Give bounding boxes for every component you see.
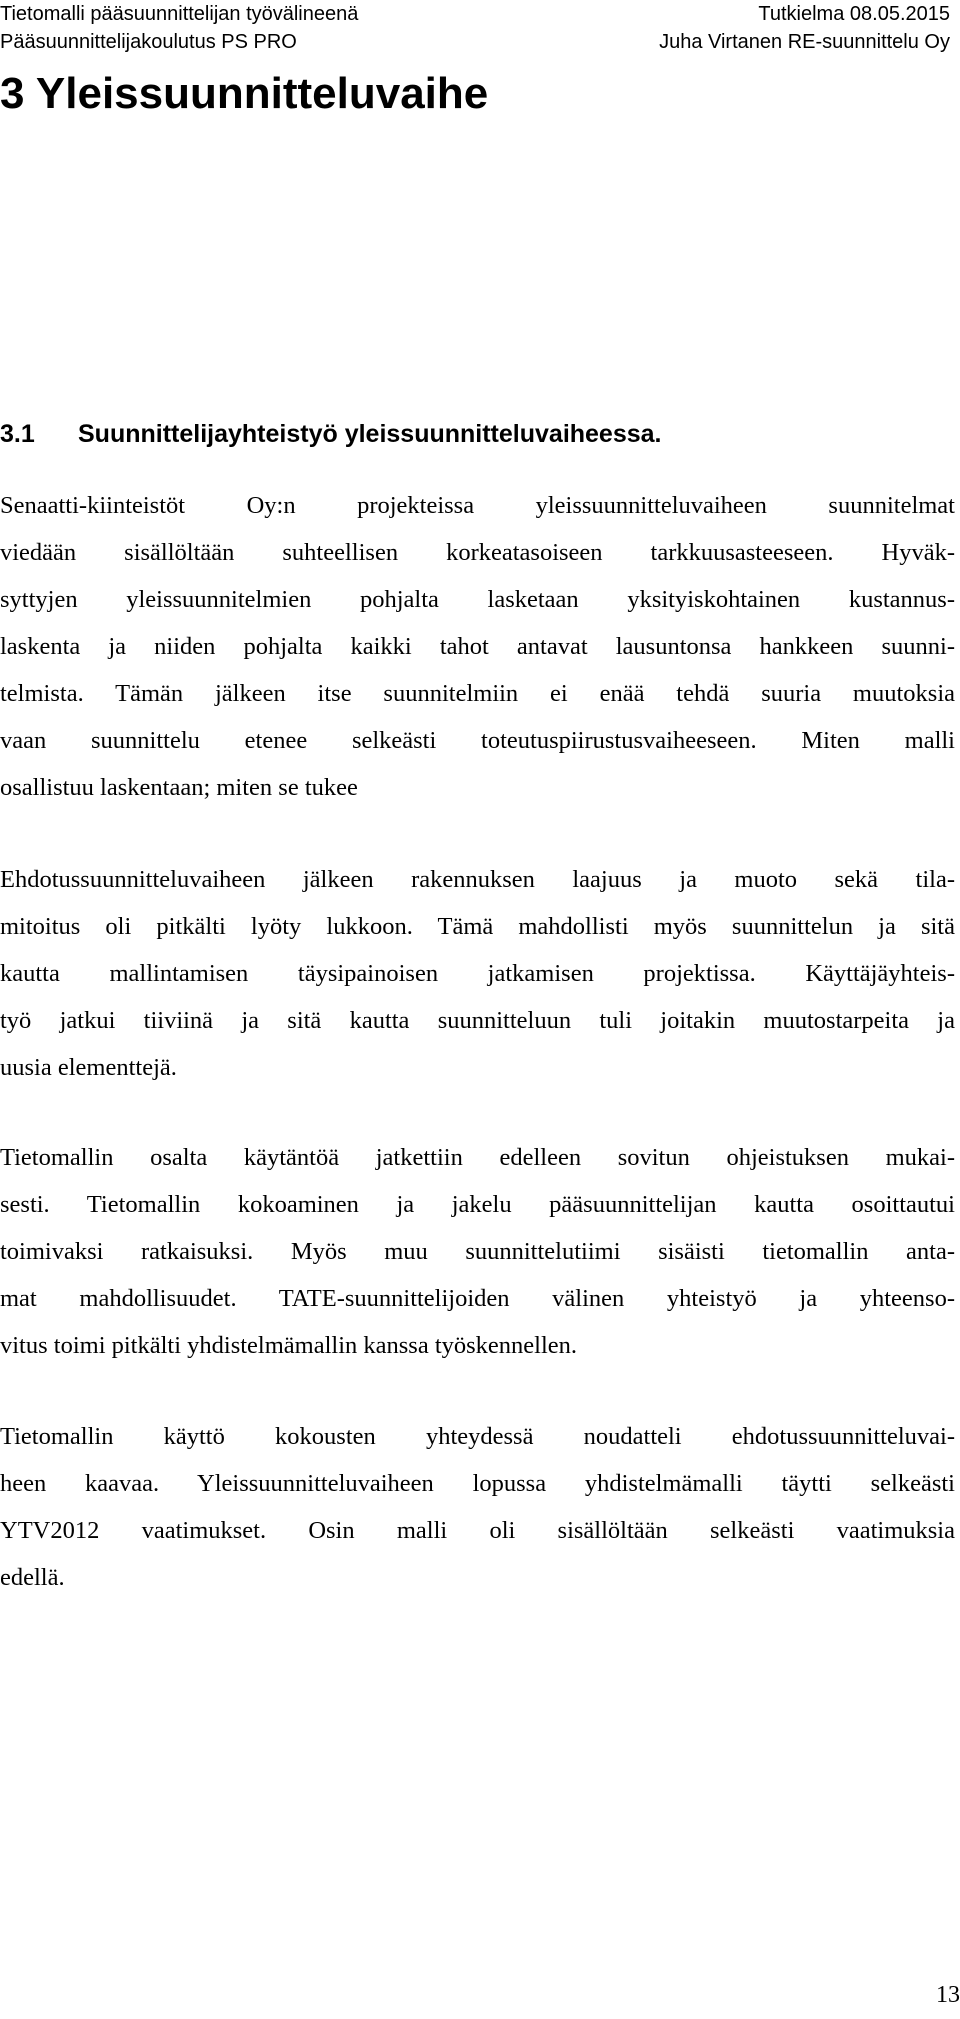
text-line: Ehdotussuunnitteluvaiheen jälkeen rakennuksen laajuus ja muoto sekä tila-: [0, 866, 955, 893]
text-line: työ jatkui tiiviinä ja sitä kautta suunnitteluun tuli joitakin muutostarpeita ja: [0, 1007, 955, 1034]
text-line: mitoitus oli pitkälti lyöty lukkoon. Tämä mahdollisti myös suunnittelun ja sitä: [0, 913, 955, 940]
text-line: laskenta ja niiden pohjalta kaikki tahot antavat lausuntonsa hankkeen suunni-: [0, 633, 955, 660]
page-number: 13: [936, 1982, 960, 2008]
text-line: viedään sisällöltään suhteellisen korkeatasoiseen tarkkuusasteeseen. Hyväk-: [0, 539, 955, 566]
header-document-title: Tietomalli pääsuunnittelijan työvälineenä: [0, 3, 359, 25]
section-heading: [0, 418, 662, 450]
paragraph-2: [0, 856, 955, 1091]
text-line: YTV2012 vaatimukset. Osin malli oli sisällöltään selkeästi vaatimuksia: [0, 1517, 955, 1544]
header-course-name: Pääsuunnittelijakoulutus PS PRO: [0, 31, 297, 53]
text-line: uusia elementtejä.: [0, 1054, 177, 1081]
text-line: sesti. Tietomallin kokoaminen ja jakelu pääsuunnittelijan kautta osoittautui: [0, 1191, 955, 1218]
paragraph-3: [0, 1134, 955, 1369]
text-line: osallistuu laskentaan; miten se tukee: [0, 774, 358, 801]
text-line: Tietomallin osalta käytäntöä jatkettiin edelleen sovitun ohjeistuksen mukai-: [0, 1144, 955, 1171]
page-header: [0, 0, 960, 60]
text-line: toimivaksi ratkaisuksi. Myös muu suunnittelutiimi sisäisti tietomallin anta-: [0, 1238, 955, 1265]
paragraph-4: [0, 1413, 955, 1601]
text-line: vitus toimi pitkälti yhdistelmämallin kanssa työskennellen.: [0, 1332, 578, 1359]
text-line: heen kaavaa. Yleissuunnitteluvaiheen lopussa yhdistelmämalli täytti selkeästi: [0, 1470, 955, 1497]
text-line: Senaatti-kiinteistöt Oy:n projekteissa yleissuunnitteluvaiheen suunnitelmat: [0, 492, 955, 519]
text-line: kautta mallintamisen täysipainoisen jatkamisen projektissa. Käyttäjäyhteis-: [0, 960, 955, 987]
section-title: Suunnittelijayhteistyö yleissuunnitteluvaiheessa.: [78, 420, 662, 448]
section-number: 3.1: [0, 420, 35, 448]
text-line: edellä.: [0, 1564, 65, 1591]
paragraph-1: [0, 482, 955, 811]
text-line: Tietomallin käyttö kokousten yhteydessä noudatteli ehdotussuunnitteluvai-: [0, 1423, 955, 1450]
chapter-title: 3 Yleissuunnitteluvaihe: [0, 69, 489, 118]
header-right: [659, 0, 950, 56]
header-author: Juha Virtanen RE-suunnittelu Oy: [659, 31, 950, 53]
text-line: mat mahdollisuudet. TATE-suunnittelijoiden välinen yhteistyö ja yhteenso-: [0, 1285, 955, 1312]
text-line: syttyjen yleissuunnitelmien pohjalta lasketaan yksityiskohtainen kustannus-: [0, 586, 955, 613]
header-left: [0, 0, 358, 56]
text-line: vaan suunnittelu etenee selkeästi toteutuspiirustusvaiheeseen. Miten malli: [0, 727, 955, 754]
header-document-date: Tutkielma 08.05.2015: [758, 3, 950, 25]
text-line: telmista. Tämän jälkeen itse suunnitelmiin ei enää tehdä suuria muutoksia: [0, 680, 955, 707]
